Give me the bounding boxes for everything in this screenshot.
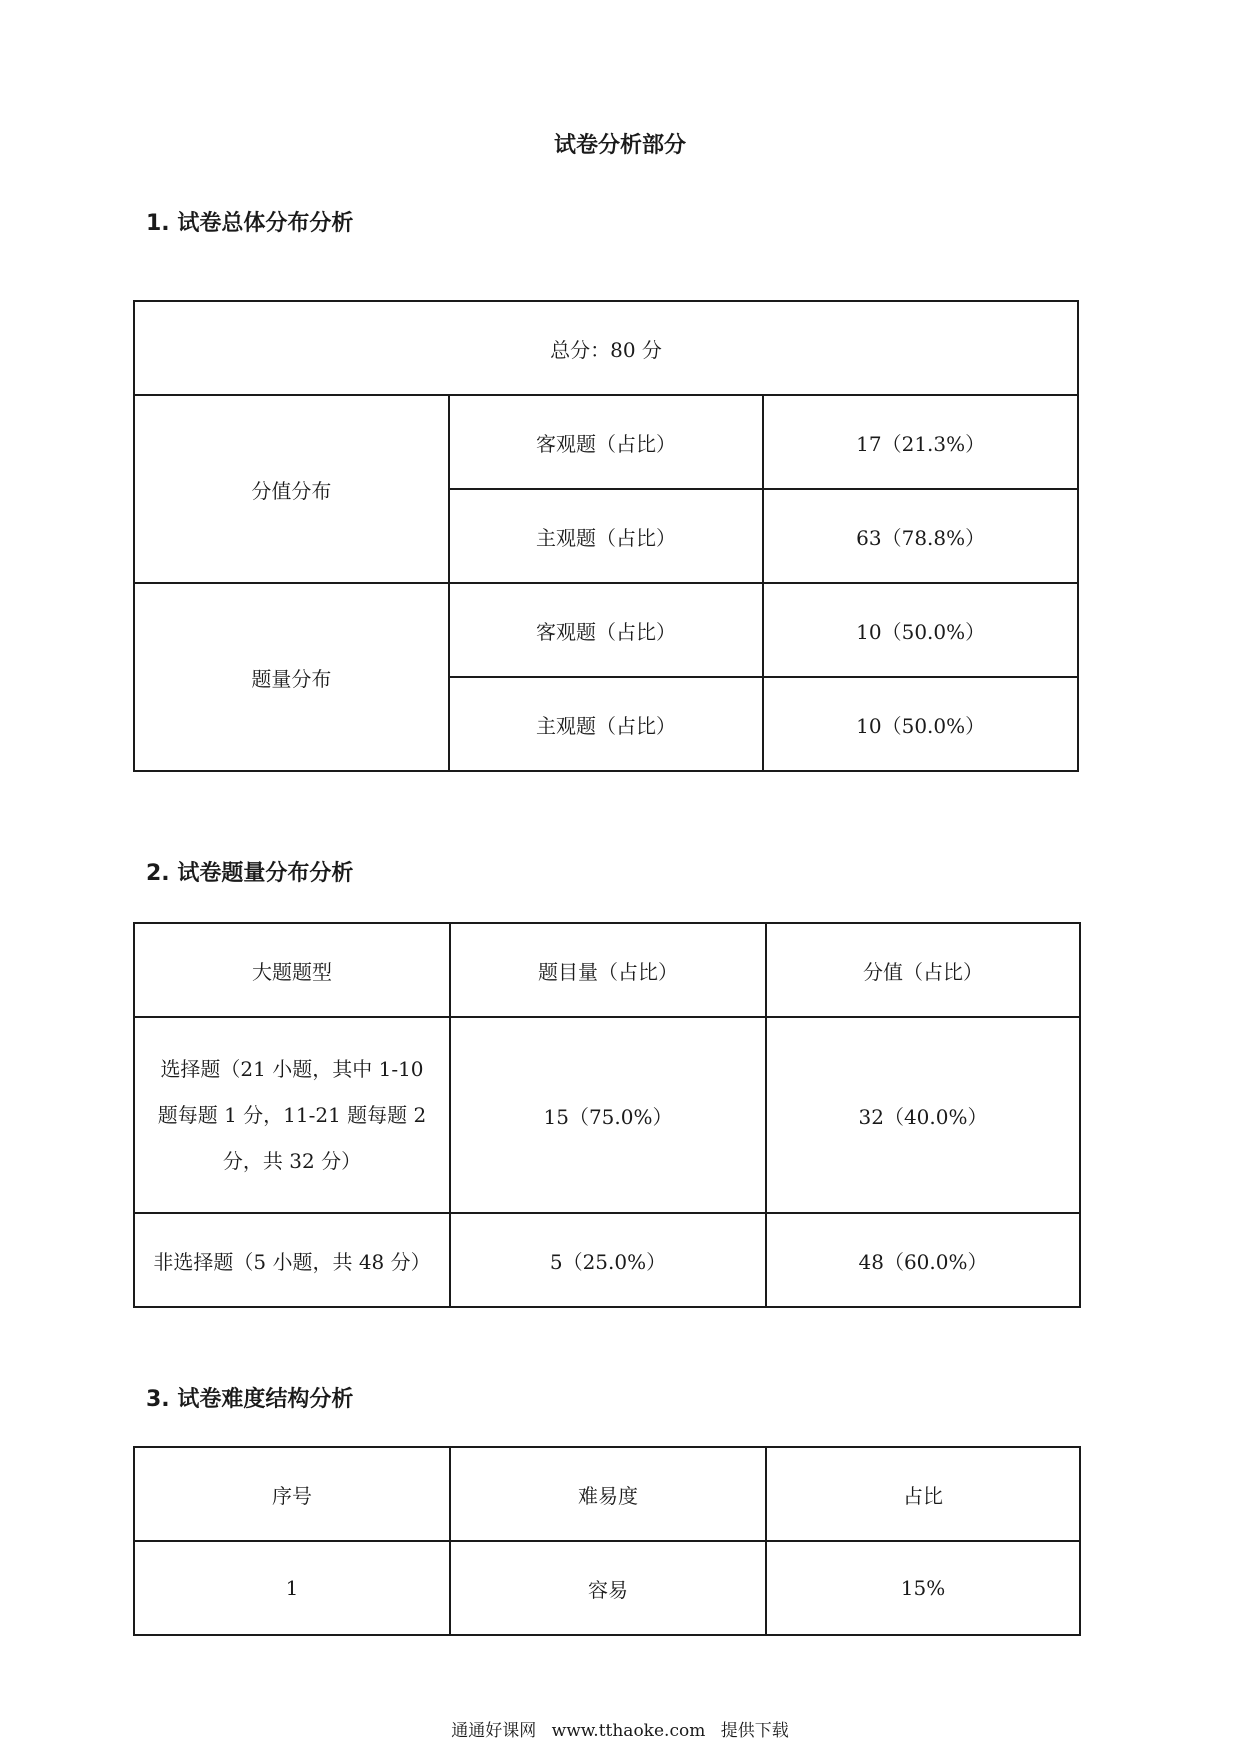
table-header-row: [134, 1447, 1080, 1541]
question-type-line: 选择题（21 小题，其中 1-10: [160, 1057, 424, 1081]
footer-site-name: 通通好课网: [451, 1721, 537, 1741]
question-type-line: 分，共 32 分）: [222, 1149, 362, 1173]
table-cell: 15（75.0%）: [450, 1017, 766, 1213]
table-cell: 主观题（占比）: [449, 489, 764, 583]
table-row: [134, 395, 1078, 489]
table-cell: 客观题（占比）: [449, 583, 764, 677]
table-cell: 48（60.0%）: [766, 1213, 1080, 1307]
table-header: 序号: [134, 1447, 450, 1541]
table-header: 分值（占比）: [766, 923, 1080, 1017]
page-footer: [0, 1716, 1240, 1741]
table-row: [134, 301, 1078, 395]
section-2-heading: 2. 试卷题量分布分析: [146, 861, 354, 886]
table-row: [134, 1213, 1080, 1307]
table-header: 题目量（占比）: [450, 923, 766, 1017]
question-type-cell: 非选择题（5 小题，共 48 分）: [134, 1213, 450, 1307]
count-distribution-label: 题量分布: [134, 583, 449, 771]
table-header: 难易度: [450, 1447, 766, 1541]
difficulty-structure-table: [133, 1446, 1081, 1636]
footer-url[interactable]: www.tthaoke.com: [551, 1721, 706, 1741]
table-cell: 10（50.0%）: [763, 677, 1078, 771]
table-cell: 63（78.8%）: [763, 489, 1078, 583]
question-type-line: 题每题 1 分，11-21 题每题 2: [157, 1103, 427, 1127]
table-row: [134, 1541, 1080, 1635]
table-header-row: [134, 923, 1080, 1017]
table-cell: 容易: [450, 1541, 766, 1635]
table-cell: 32（40.0%）: [766, 1017, 1080, 1213]
table-cell: 17（21.3%）: [763, 395, 1078, 489]
section-3-heading: 3. 试卷难度结构分析: [146, 1387, 354, 1412]
table-header: 大题题型: [134, 923, 450, 1017]
table-cell: 5（25.0%）: [450, 1213, 766, 1307]
question-distribution-table: [133, 922, 1081, 1308]
table-cell: 客观题（占比）: [449, 395, 764, 489]
section-1-heading: 1. 试卷总体分布分析: [146, 211, 354, 236]
overall-distribution-table: [133, 300, 1079, 772]
table-cell: 1: [134, 1541, 450, 1635]
table-cell: 主观题（占比）: [449, 677, 764, 771]
table-row: [134, 1017, 1080, 1213]
value-distribution-label: 分值分布: [134, 395, 449, 583]
question-type-cell: [134, 1017, 450, 1213]
footer-note: 提供下载: [720, 1721, 789, 1741]
table-row: [134, 583, 1078, 677]
table-cell: 15%: [766, 1541, 1080, 1635]
total-score-cell: 总分：80 分: [134, 301, 1078, 395]
table-header: 占比: [766, 1447, 1080, 1541]
page-title: 试卷分析部分: [553, 133, 686, 158]
table-cell: 10（50.0%）: [763, 583, 1078, 677]
